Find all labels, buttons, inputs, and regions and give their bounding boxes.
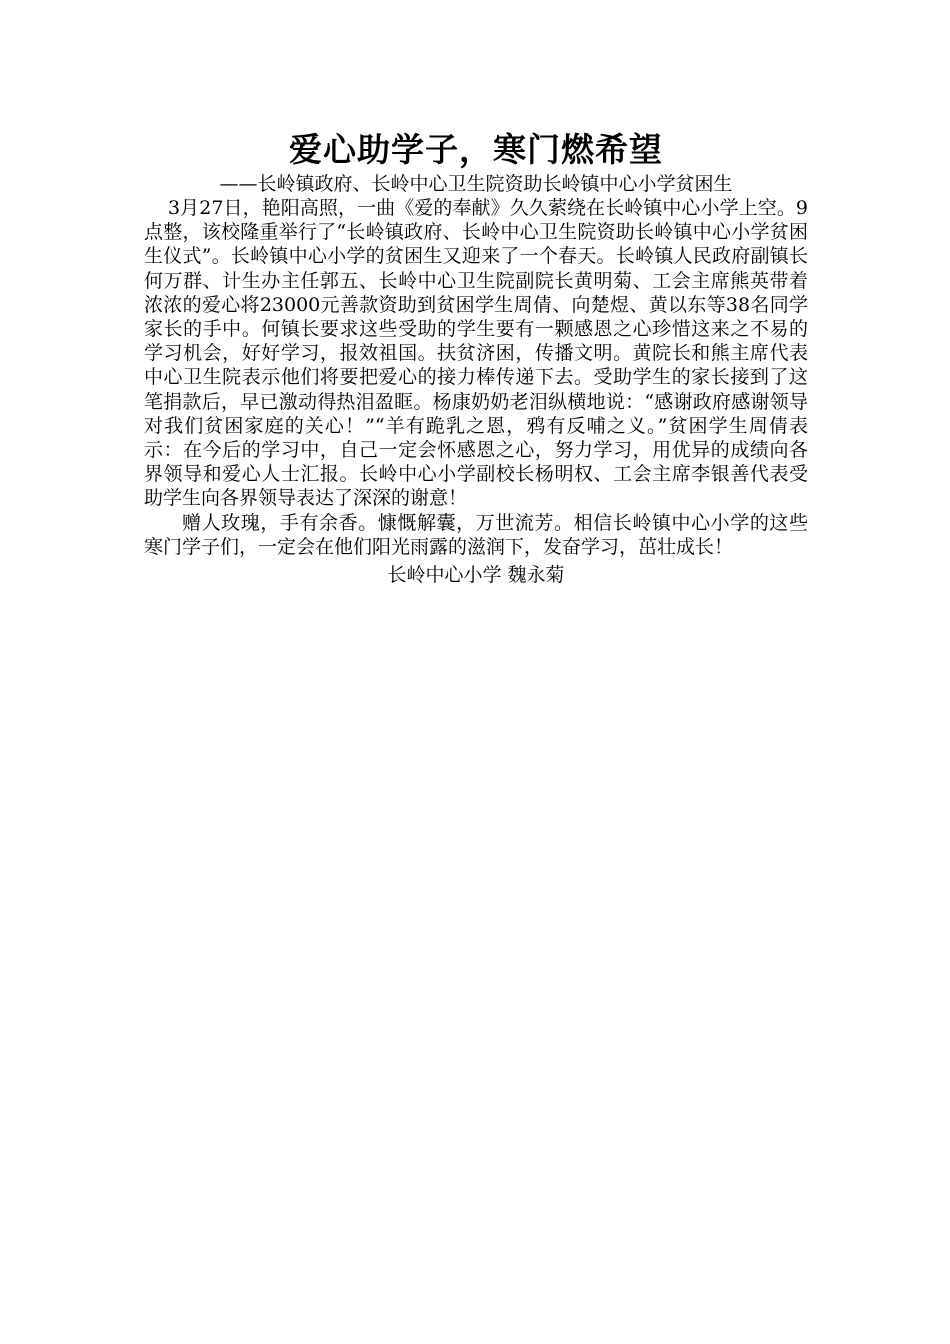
document-page — [144, 128, 808, 587]
article-paragraph-2: 赠人玫瑰，手有余香。慷慨解囊，万世流芳。相信长岭镇中心小学的这些寒门学子们，一定会在他们阳光雨露的滋润下，发奋学习，茁壮成长！ — [144, 511, 808, 558]
article-title: 爱心助学子，寒门燃希望 — [289, 130, 663, 169]
article-paragraph-1: 3月27日，艳阳高照，一曲《爱的奉献》久久萦绕在长岭镇中心小学上空。9点整，该校隆重举行了“长岭镇政府、长岭中心卫生院资助长岭镇中心小学贫困生仪式”。长岭镇中心小学的贫困生又迎来了一个春天。长岭镇人民政府副镇长何万群、计生办主任郭五、长岭中心卫生院副院长黄明菊、工会主席熊英带着浓浓的爱心将23000元善款资助到贫困学生周倩、向楚煜、黄以东等38名同学家长的手中。何镇长要求这些受助的学生要有一颗感恩之心珍惜这来之不易的学习机会，好好学习，报效祖国。扶贫济困，传播文明。黄院长和熊主席代表中心卫生院表示他们将要把爱心的接力棒传递下去。受助学生的家长接到了这笔捐款后，早已激动得热泪盈眶。杨康奶奶老泪纵横地说：“感谢政府感谢领导对我们贫困家庭的关心！”“羊有跪乳之恩，鸦有反哺之义。”贫困学生周倩表示：在今后的学习中，自己一定会怀感恩之心，努力学习，用优异的成绩向各界领导和爱心人士汇报。长岭中心小学副校长杨明权、工会主席李银善代表受助学生向各界领导表达了深深的谢意！ — [144, 197, 808, 510]
author-signature: 长岭中心小学 魏永菊 — [387, 564, 565, 587]
article-subtitle: ——长岭镇政府、长岭中心卫生院资助长岭镇中心小学贫困生 — [219, 173, 733, 195]
